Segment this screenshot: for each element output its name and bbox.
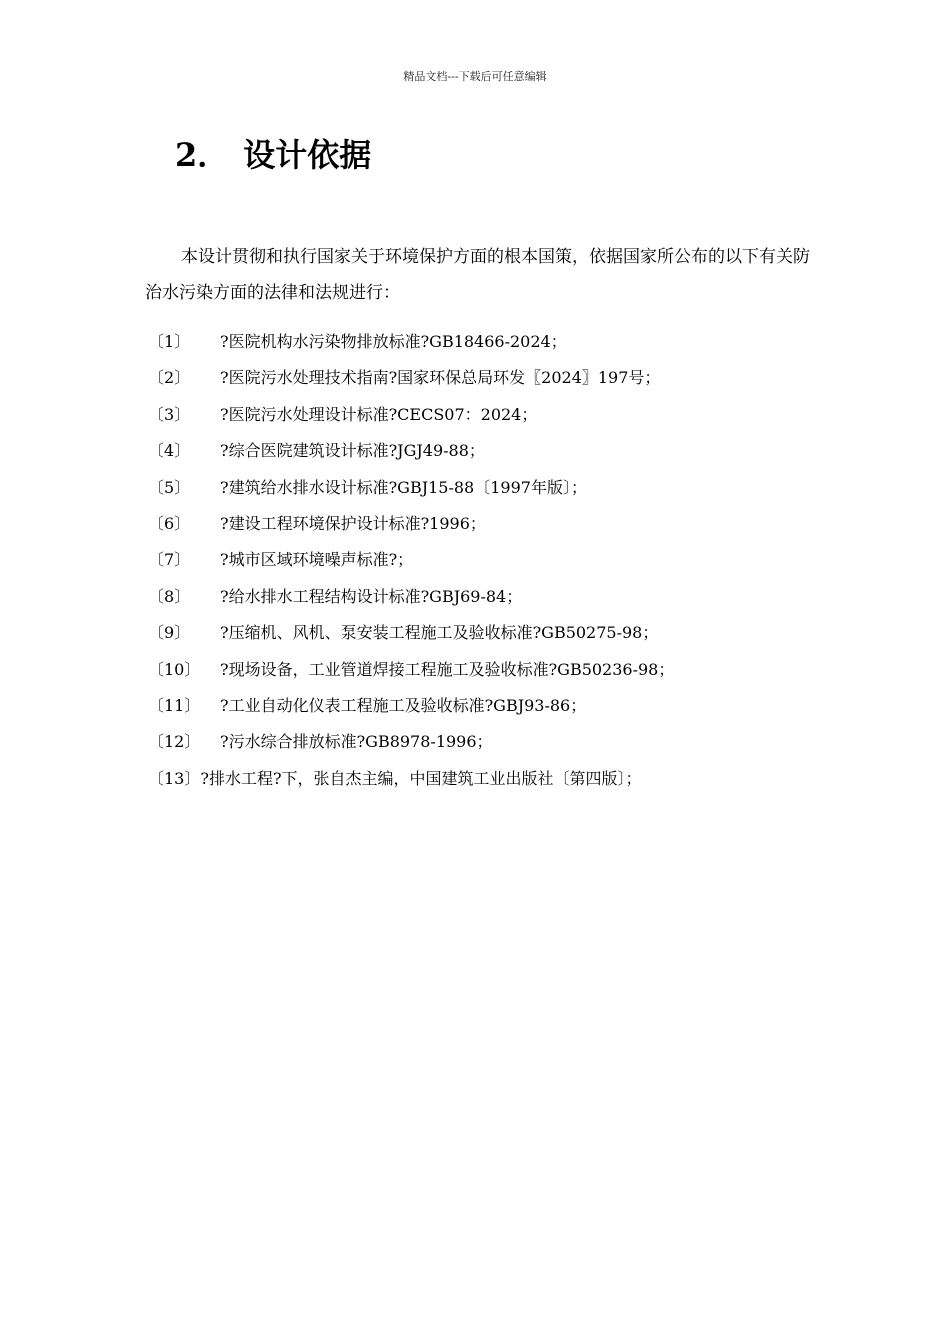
reference-item bbox=[148, 328, 838, 364]
reference-number: 〔1〕 bbox=[148, 332, 191, 351]
intro-paragraph: 本设计贯彻和执行国家关于环境保护方面的根本国策，依据国家所公布的以下有关防治水污染方面的法律和法规进行： bbox=[145, 247, 810, 303]
reference-item bbox=[148, 474, 838, 510]
reference-item bbox=[148, 619, 838, 655]
reference-text: ?建设工程环境保护设计标准?1996； bbox=[220, 513, 486, 533]
reference-item bbox=[148, 583, 838, 619]
reference-number: 〔6〕 bbox=[148, 513, 191, 533]
reference-text: ?综合医院建筑设计标准?JGJ49-88； bbox=[220, 441, 485, 461]
reference-number: 〔10〕 bbox=[148, 659, 201, 679]
reference-number: 〔11〕 bbox=[148, 695, 201, 715]
reference-number: 〔9〕 bbox=[148, 623, 191, 643]
section-heading bbox=[175, 130, 371, 176]
section-title: 设计依据 bbox=[243, 136, 372, 174]
reference-number: 〔12〕 bbox=[148, 732, 201, 752]
reference-number: 〔2〕 bbox=[148, 368, 191, 388]
section-number: 2． bbox=[175, 136, 230, 174]
reference-number: 〔8〕 bbox=[148, 586, 191, 606]
reference-number: 〔4〕 bbox=[148, 441, 191, 461]
reference-item bbox=[148, 364, 838, 400]
reference-text: ?污水综合排放标准?GB8978-1996； bbox=[220, 732, 493, 752]
reference-text: ?现场设备，工业管道焊接工程施工及验收标准?GB50236-98； bbox=[220, 659, 675, 679]
reference-number: 〔3〕 bbox=[148, 404, 191, 424]
reference-item bbox=[148, 656, 838, 692]
reference-text: ?建筑给水排水设计标准?GBJ15-88〔1997年版〕； bbox=[220, 477, 587, 497]
reference-text: ?医院污水处理技术指南?国家环保总局环发〖2024〗197号； bbox=[220, 368, 661, 388]
reference-item bbox=[148, 546, 838, 582]
reference-text: ?排水工程?下，张自杰主编，中国建筑工业出版社〔第四版〕； bbox=[200, 768, 642, 788]
reference-item bbox=[148, 510, 838, 546]
reference-text: ?医院污水处理设计标准?CECS07：2024； bbox=[220, 404, 538, 424]
reference-list bbox=[148, 328, 838, 801]
reference-item bbox=[148, 765, 838, 801]
reference-item bbox=[148, 728, 838, 764]
reference-number: 〔13〕 bbox=[148, 768, 201, 788]
reference-text: ?城市区域环境噪声标准?； bbox=[220, 550, 414, 570]
page-header: 精品文档---下载后可任意编辑 bbox=[403, 70, 547, 83]
reference-number: 〔5〕 bbox=[148, 477, 191, 497]
reference-text: ?压缩机、风机、泵安装工程施工及验收标准?GB50275-98； bbox=[220, 623, 659, 643]
reference-item bbox=[148, 437, 838, 473]
reference-text: ?医院机构水污染物排放标准?GB18466-2024； bbox=[220, 332, 567, 351]
reference-item bbox=[148, 692, 838, 728]
reference-item bbox=[148, 401, 838, 437]
reference-text: ?给水排水工程结构设计标准?GBJ69-84； bbox=[220, 586, 523, 606]
reference-text: ?工业自动化仪表工程施工及验收标准?GBJ93-86； bbox=[220, 695, 587, 715]
reference-number: 〔7〕 bbox=[148, 550, 191, 570]
